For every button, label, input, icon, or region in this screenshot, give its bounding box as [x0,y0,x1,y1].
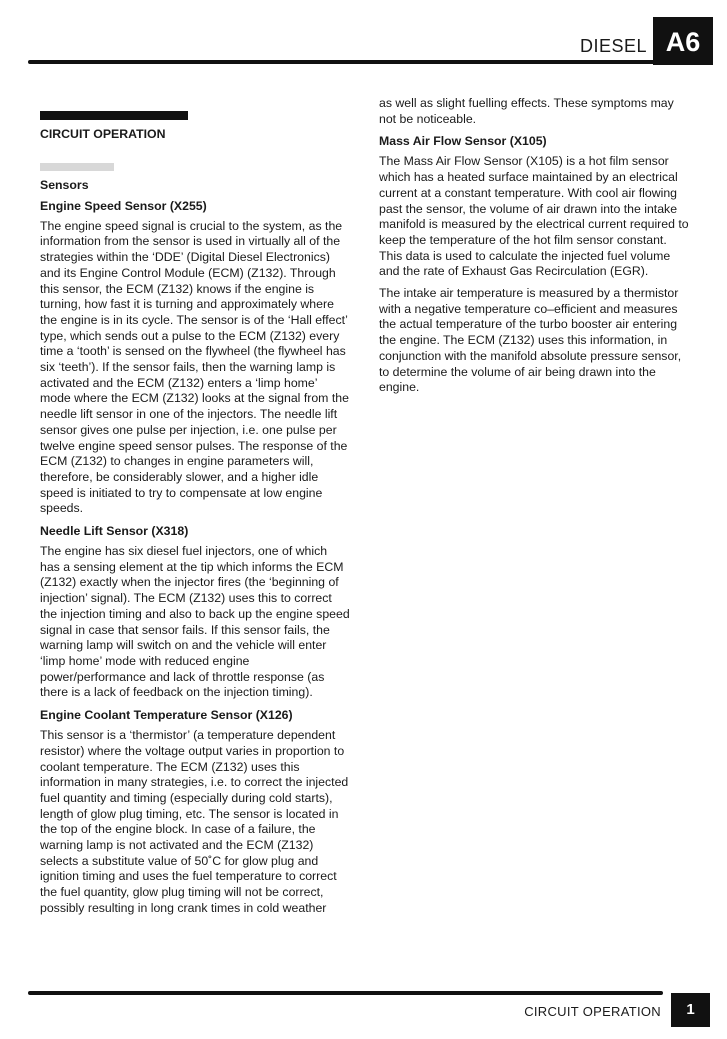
continued-paragraph: as well as slight fuelling effects. These symptoms may not be noticeable. [379,96,674,126]
header-rule [28,60,658,64]
mass-air-flow-heading: Mass Air Flow Sensor (X105) [379,134,547,149]
section-bar [40,111,188,120]
needle-lift-body: The engine has six diesel fuel injectors, one of which has a sensing element at the tip which informs the ECM (Z132) exactly when the injector fires (the ‘beginning of injection’ signal). The ECM (Z132) uses this to correct the injection timing and also to back up the engine speed signal in case that sensor fails. If this sensor fails, the warning lamp will switch on and the vehicle will enter ‘limp home’ mode with reduced engine power/performance and lack of throttle response (as there is a lack of feedback on the injection timing). [40,544,350,700]
coolant-temp-heading: Engine Coolant Temperature Sensor (X126) [40,708,293,723]
sensors-heading: Sensors [40,177,89,192]
section-code-badge: A6 [653,17,713,65]
mass-air-flow-body-2: The intake air temperature is measured by a thermistor with a negative temperature co–efficient and measures the actual temperature of the turbo booster air entering the engine. The ECM (Z132) uses this information, in conjunction with the manifold absolute pressure sensor, to determine the volume of air being drawn into the engine. [379,286,682,395]
left-column [40,111,350,923]
subsection-marker [40,163,114,171]
right-column [379,96,689,402]
page-number-badge: 1 [671,993,710,1027]
coolant-temp-body: This sensor is a ‘thermistor’ (a temperature dependent resistor) where the voltage output varies in proportion to coolant temperature. The ECM (Z132) uses this information in many strategies, i.e. to correct the injected fuel quantity and timing (especially during cold starts), length of glow plug timing, etc. The sensor is located in the top of the engine block. In case of a failure, the warning lamp is not activated and the ECM (Z132) selects a substitute value of 50˚C for glow plug and ignition timing and uses the fuel temperature to correct the fuel quantity, glow plug timing will not be correct, possibly resulting in long crank times in cold weather [40,728,349,915]
footer-title: CIRCUIT OPERATION [524,1004,661,1019]
footer-rule [28,991,663,995]
needle-lift-heading: Needle Lift Sensor (X318) [40,524,189,539]
header-title: DIESEL [579,36,647,56]
engine-speed-body: The engine speed signal is crucial to the system, as the information from the sensor is used in virtually all of the strategies within the ‘DDE’ (Digital Diesel Electronics) and its Engine Control Module (ECM) (Z132). Through this sensor, the ECM (Z132) knows if the engine is turning, how fast it is turning and approximately where the engine is in its cycle. The sensor is of the ‘Hall effect’ type, which sends out a pulse to the ECM (Z132) every time a ‘tooth’ is sensed on the flywheel (the flywheel has six ‘teeth’). If the sensor fails, then the warning lamp is activated and the ECM (Z132) enters a ‘limp home’ mode where the ECM (Z132) looks at the signal from the needle lift sensor in one of the injectors. The needle lift sensor gives one pulse per injection, i.e. one pulse per twelve engine speed sensor pulses. The response of the ECM (Z132) to changes in engine parameters will, therefore, be considerably slower, and a higher idle speed is initiated to try to compensate at low engine speeds. [40,218,349,516]
section-title: CIRCUIT OPERATION [40,127,166,141]
engine-speed-heading: Engine Speed Sensor (X255) [40,198,207,213]
mass-air-flow-body-1: The Mass Air Flow Sensor (X105) is a hot film sensor which has a heated surface maintained by an electrical current at a constant temperature. With cool air flowing past the sensor, the volume of air drawn into the intake manifold is measured by the electrical current required to keep the temperature of the hot film sensor constant. This data is used to calculate the injected fuel volume and the rate of Exhaust Gas Recirculation (EGR). [379,154,689,279]
